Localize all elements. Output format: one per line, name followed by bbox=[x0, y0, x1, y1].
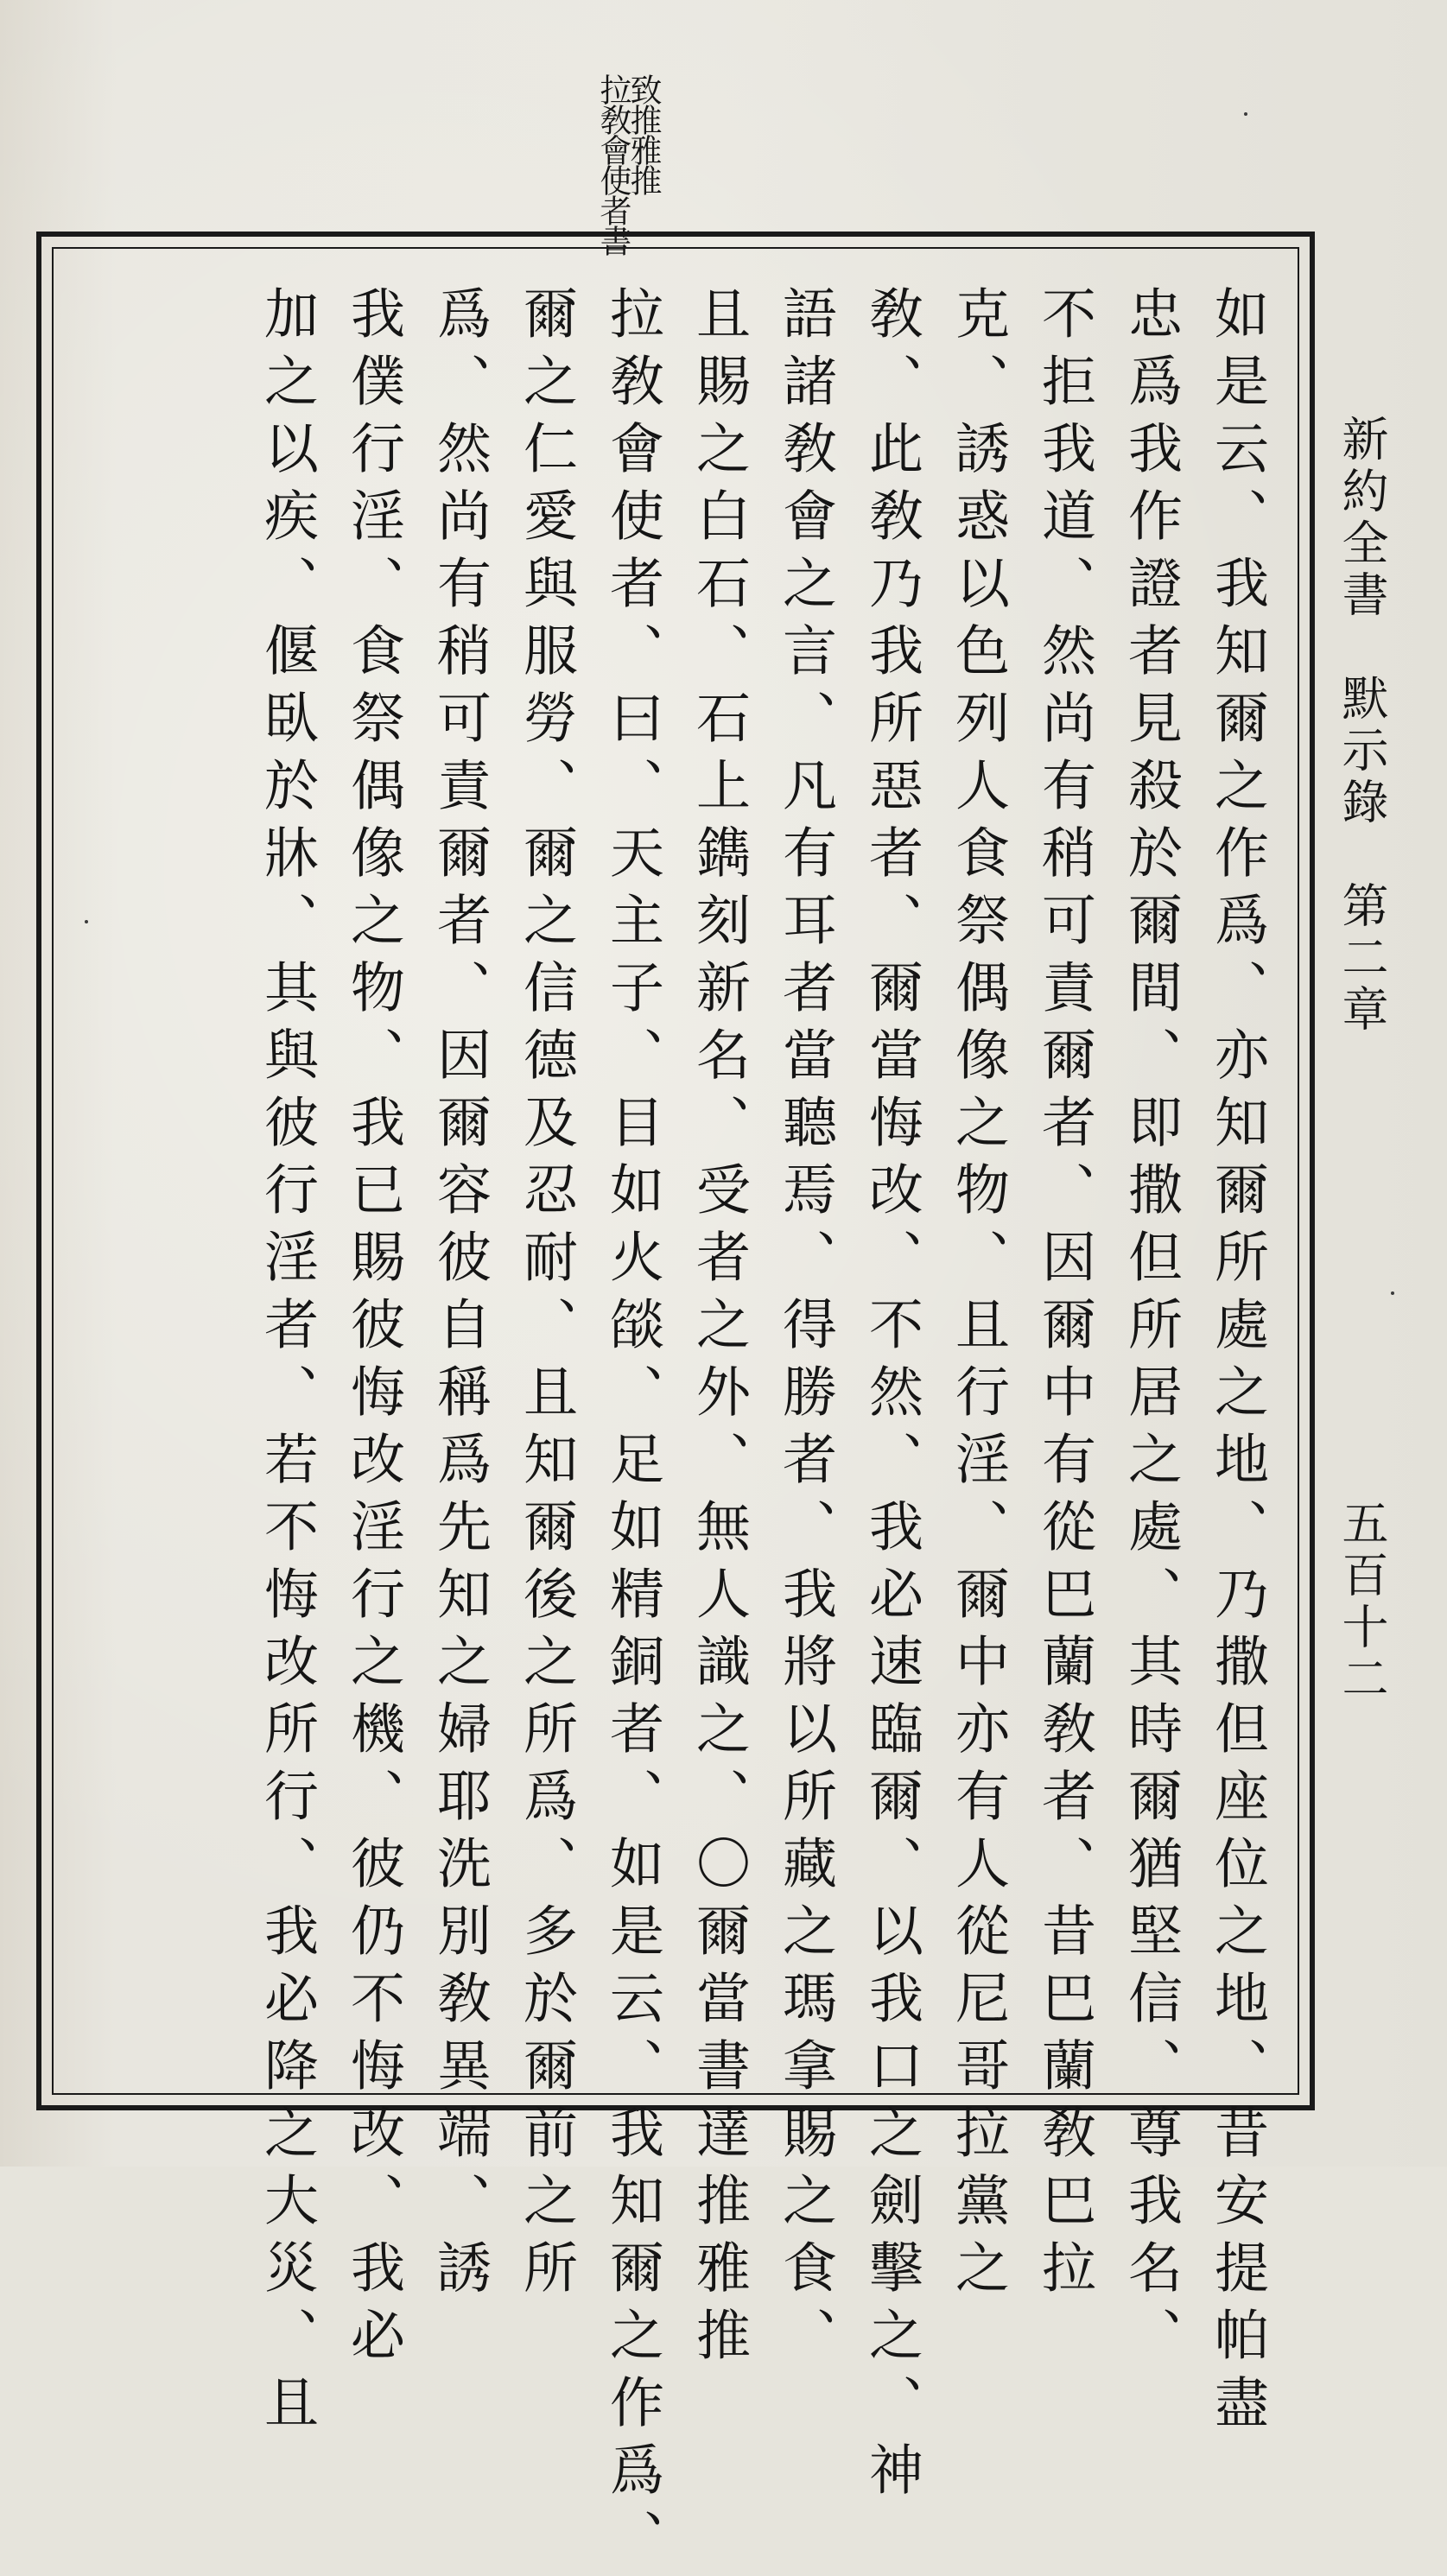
paper-speck bbox=[1391, 1291, 1394, 1295]
text-column: 忠爲我作證者見殺於爾間、即撒但所居之處、其時爾猶堅信、尊我名、 bbox=[1120, 285, 1183, 2374]
header-note-line: 拉敎會使者書 bbox=[594, 73, 631, 255]
text-column: 敎、此敎乃我所惡者、爾當悔改、不然、我必速臨爾、以我口之劍擊之、神 bbox=[860, 285, 923, 2509]
running-head bbox=[1329, 415, 1395, 1037]
body-text bbox=[71, 285, 1280, 2576]
chapter-label: 第二章 bbox=[1335, 881, 1389, 1037]
text-column: 語諸敎會之言、凡有耳者當聽焉、得勝者、我將以所藏之瑪拿賜之食、 bbox=[774, 285, 837, 2374]
page-number: 五百十二 bbox=[1335, 1499, 1389, 1706]
text-column: 爾之仁愛與服勞、爾之信德及忍耐、且知爾後之所爲、多於爾前之所 bbox=[515, 285, 578, 2306]
text-column: 拉敎會使者、曰、天主子、目如火燄、足如精銅者、如是云、我知爾之作爲、 bbox=[601, 285, 664, 2576]
text-column: 加之以疾、偃臥於牀、其與彼行淫者、若不悔改所行、我必降之大災、且 bbox=[256, 285, 319, 2441]
text-column: 不拒我道、然尚有稍可責爾者、因爾中有從巴蘭敎者、昔巴蘭敎巴拉 bbox=[1033, 285, 1096, 2306]
text-column: 且賜之白石、石上鐫刻新名、受者之外、無人識之、〇爾當書達推雅推 bbox=[688, 285, 751, 2374]
section-title: 默示錄 bbox=[1335, 674, 1389, 829]
header-note-line: 致推雅推 bbox=[625, 73, 662, 194]
paper-speck bbox=[85, 920, 88, 923]
book-title: 新約全書 bbox=[1335, 415, 1389, 622]
text-column: 我僕行淫、食祭偶像之物、我已賜彼悔改淫行之機、彼仍不悔改、我必 bbox=[342, 285, 405, 2374]
text-column: 如是云、我知爾之作爲、亦知爾所處之地、乃撒但座位之地、昔安提帕盡 bbox=[1206, 285, 1269, 2441]
paper-speck bbox=[1244, 112, 1247, 116]
text-column: 克、誘惑以色列人食祭偶像之物、且行淫、爾中亦有人從尼哥拉黨之 bbox=[947, 285, 1010, 2306]
header-note bbox=[537, 73, 662, 255]
text-column: 爲、然尚有稍可責爾者、因爾容彼自稱爲先知之婦耶洗別敎異端、誘 bbox=[428, 285, 492, 2306]
